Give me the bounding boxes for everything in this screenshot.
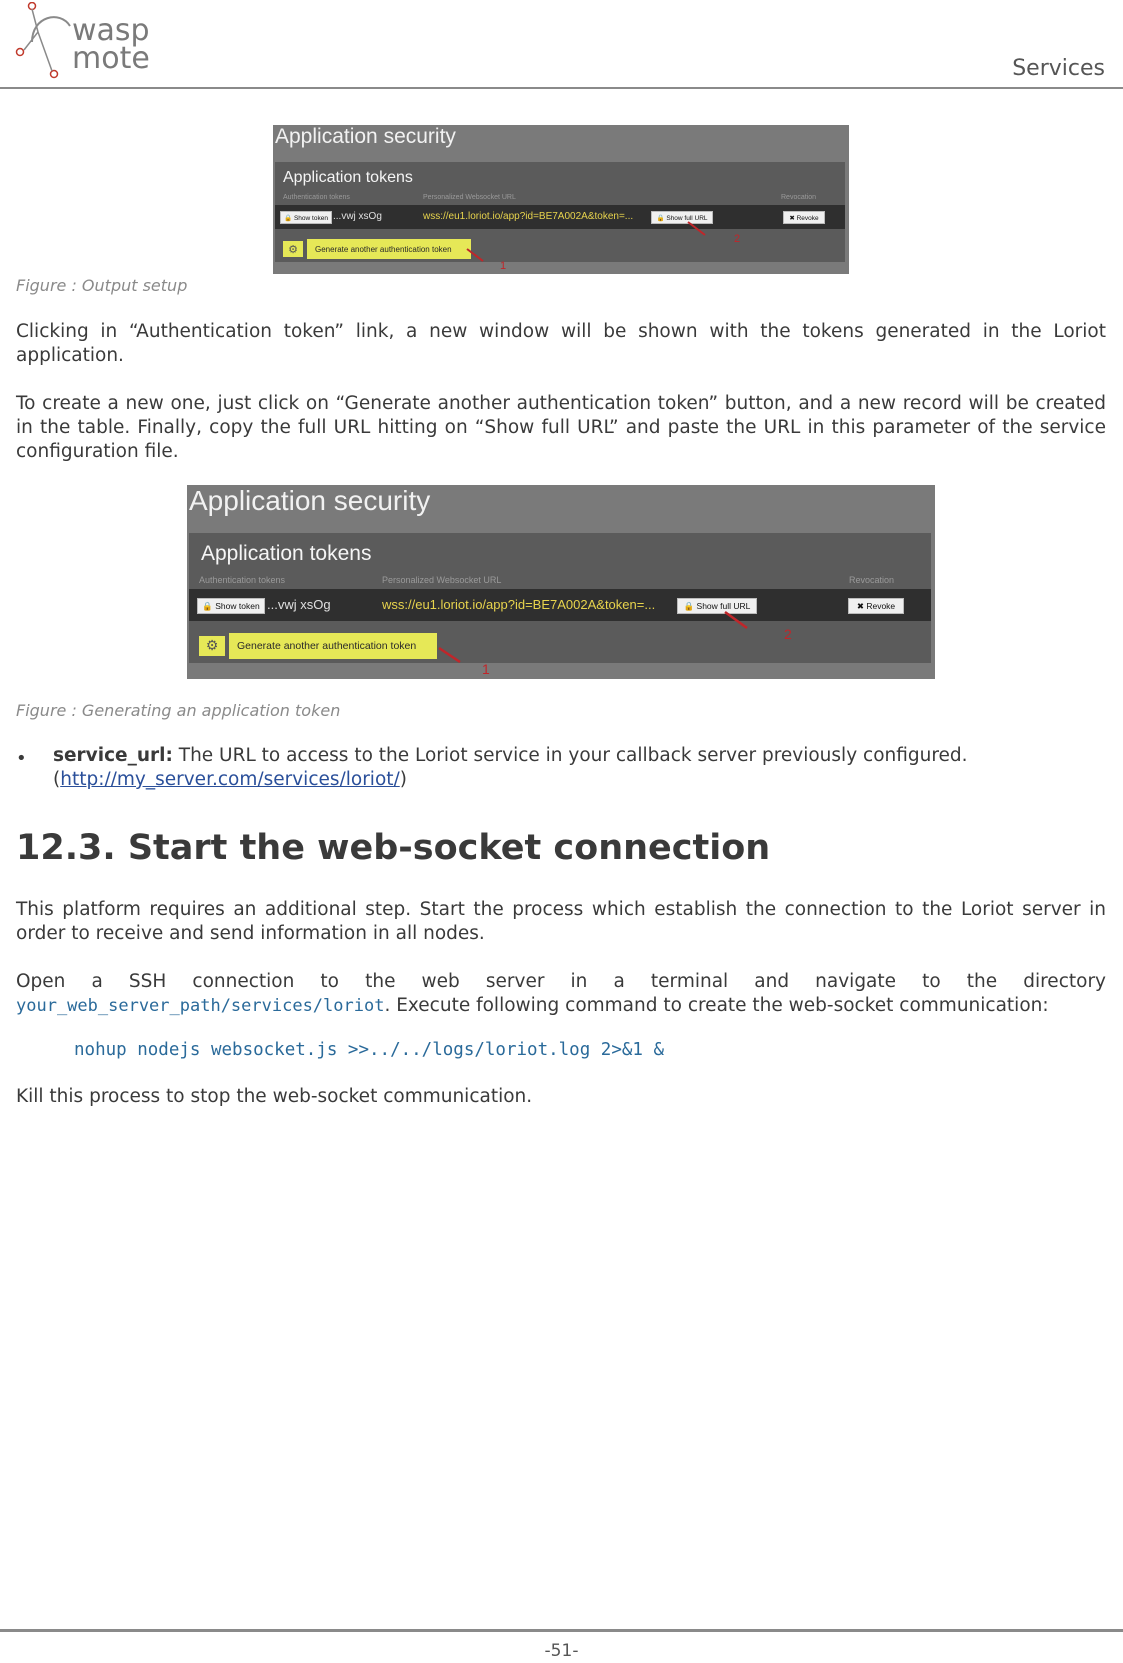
section-heading: 12.3. Start the web-socket connection [16,828,771,868]
column-auth: Authentication tokens [283,194,350,201]
command-line: nohup nodejs websocket.js >>../../logs/loriot.log 2>&1 & [74,1040,665,1060]
service-url-bullet [53,744,1103,792]
page-number: -51- [544,1641,579,1661]
bullet-label: service_url: [53,745,173,766]
page-header [0,0,1123,90]
generate-token-button[interactable]: Generate another authentication token [229,633,437,659]
footer-divider [0,1629,1123,1632]
screenshot-title: Application security [275,125,456,148]
figure-caption: Figure : Output setup [16,276,188,295]
paragraph: Kill this process to stop the web-socket communication. [16,1086,533,1107]
revoke-button[interactable]: ✖ Revoke [783,211,825,224]
token-tail: ...vwj xsOg [333,211,382,222]
section-title: Services [1012,56,1105,81]
show-full-url-button[interactable]: 🔒 Show full URL [651,211,713,224]
column-url: Personalized Websocket URL [423,194,516,201]
bullet-text: The URL to access to the Loriot service in your callback server previously configured. [172,745,968,766]
paragraph-text: Open a SSH connection to the web server in a terminal and navigate to the directory [16,971,1106,992]
gear-icon: ⚙ [199,636,225,656]
annotation-arrows [273,125,849,274]
annotation-arrows [187,485,935,679]
svg-text:mote: mote [72,41,150,76]
paragraph: Clicking in “Authentication token” link, a new window will be shown with the tokens generated in the Loriot application. [16,321,1106,366]
marker-2: 2 [784,626,792,642]
column-url: Personalized Websocket URL [382,575,502,585]
revoke-button[interactable]: ✖ Revoke [848,598,904,614]
token-tail: ...vwj xsOg [267,597,331,612]
paragraph: This platform requires an additional step. Start the process which establish the connection to the Loriot server in order to receive and send information in all nodes. [16,899,1106,944]
show-full-url-button[interactable]: 🔒 Show full URL [677,598,757,614]
figure-output-setup [273,125,849,274]
screenshot-title: Application security [189,485,431,516]
paragraph: To create a new one, just click on “Generate another authentication token” button, and a new record will be created in the table. Finally, copy the full URL hitting on “Show full URL” and paste the URL in this parameter of the service configuration file. [16,393,1106,462]
panel-title: Application tokens [201,542,372,565]
service-url-link[interactable]: http://my_server.com/services/loriot/ [60,769,400,790]
column-revocation: Revocation [781,194,817,201]
directory-path: your_web_server_path/services/loriot [16,996,385,1016]
column-auth: Authentication tokens [199,575,286,585]
paragraph [16,970,1106,1018]
figure-caption: Figure : Generating an application token [16,701,341,720]
svg-text:wasp: wasp [72,13,150,48]
paren-close: ) [399,769,407,790]
websocket-url: wss://eu1.loriot.io/app?id=BE7A002A&token=... [382,597,656,612]
header-divider [0,87,1123,89]
marker-1: 1 [500,260,507,272]
marker-1: 1 [482,661,490,677]
gear-icon: ⚙ [283,241,303,257]
marker-2: 2 [734,233,741,245]
websocket-url: wss://eu1.loriot.io/app?id=BE7A002A&token=... [423,211,634,222]
panel-title: Application tokens [283,169,413,186]
figure-generating-token [187,485,935,679]
column-revocation: Revocation [849,575,895,585]
show-token-button[interactable]: 🔒 Show token [280,211,332,224]
generate-token-button[interactable]: Generate another authentication token [307,239,471,259]
paragraph-text: . Execute following command to create the web-socket communication: [384,995,1049,1016]
paren-open: ( [53,769,61,790]
bullet-marker: • [16,748,27,769]
waspmote-logo [14,2,184,80]
show-token-button[interactable]: 🔒 Show token [197,598,265,614]
